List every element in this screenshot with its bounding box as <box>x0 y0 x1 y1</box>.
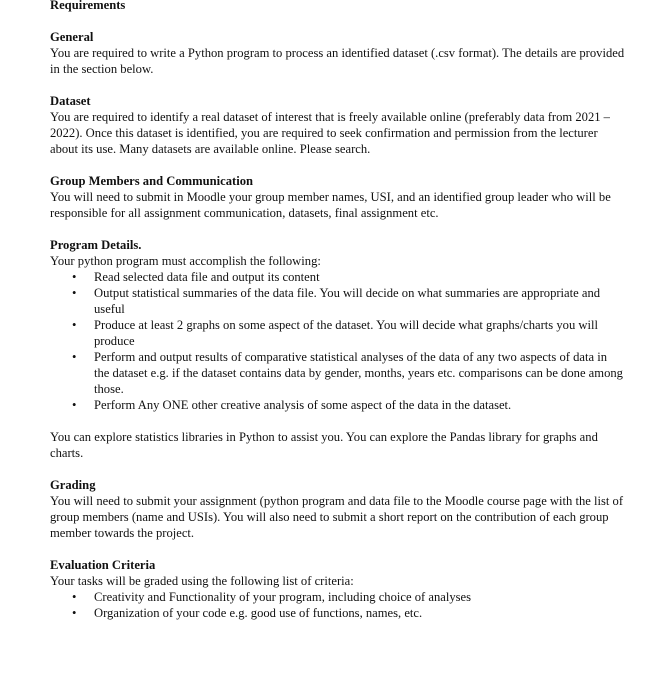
list-item-text: Produce at least 2 graphs on some aspect of the dataset. You will decide what graphs/charts you will produce <box>94 318 598 348</box>
evaluation-intro: Your tasks will be graded using the following list of criteria: <box>50 574 354 588</box>
group-body: You will need to submit in Moodle your group member names, USI, and an identified group leader who will be responsible for all assignment communication, datasets, final assignment etc. <box>50 190 611 220</box>
section-group <box>50 173 625 221</box>
document-title: Requirements <box>50 0 126 12</box>
list-item-text: Read selected data file and output its content <box>94 270 320 284</box>
evaluation-list <box>50 589 625 621</box>
bullet-icon: • <box>72 318 77 332</box>
bullet-icon: • <box>72 270 77 284</box>
evaluation-heading: Evaluation Criteria <box>50 558 156 572</box>
dataset-heading: Dataset <box>50 94 91 108</box>
bullet-icon: • <box>72 398 77 412</box>
list-item <box>50 269 625 285</box>
program-note: You can explore statistics libraries in Python to assist you. You can explore the Pandas library for graphs and charts. <box>50 430 598 460</box>
program-intro: Your python program must accomplish the following: <box>50 254 321 268</box>
section-program <box>50 237 625 461</box>
list-item <box>50 605 625 621</box>
list-item-text: Perform Any ONE other creative analysis of some aspect of the data in the dataset. <box>94 398 512 412</box>
program-list <box>50 269 625 413</box>
list-item <box>50 317 625 349</box>
list-item-text: Creativity and Functionality of your program, including choice of analyses <box>94 590 472 604</box>
group-heading: Group Members and Communication <box>50 174 254 188</box>
section-dataset <box>50 93 625 157</box>
section-general <box>50 29 625 77</box>
program-heading: Program Details. <box>50 238 142 252</box>
list-item <box>50 285 625 317</box>
dataset-body: You are required to identify a real dataset of interest that is freely available online (preferably data from 2021 – 2022). Once this dataset is identified, you are required to seek confirmation and permission from the lecturer about its use. Many datasets are available online. Please search. <box>50 110 610 156</box>
section-evaluation <box>50 557 625 621</box>
bullet-icon: • <box>72 350 77 364</box>
list-item <box>50 397 625 413</box>
grading-heading: Grading <box>50 478 96 492</box>
general-heading: General <box>50 30 94 44</box>
general-body: You are required to write a Python program to process an identified dataset (.csv format). The details are provided in the section below. <box>50 46 625 76</box>
list-item-text: Organization of your code e.g. good use of functions, names, etc. <box>94 606 423 620</box>
section-grading <box>50 477 625 541</box>
bullet-icon: • <box>72 286 77 300</box>
list-item-text: Output statistical summaries of the data file. You will decide on what summaries are appropriate and useful <box>94 286 601 316</box>
bullet-icon: • <box>72 590 77 604</box>
list-item-text: Perform and output results of comparative statistical analyses of the data of any two aspects of data in the dataset e.g. if the dataset contains data by gender, months, years etc. comparisons can be done among those. <box>94 350 623 396</box>
bullet-icon: • <box>72 606 77 620</box>
list-item <box>50 349 625 397</box>
grading-body: You will need to submit your assignment (python program and data file to the Moodle course page with the list of group members (name and USIs). You will also need to submit a short report on the contribution of each group member towards the project. <box>50 494 624 540</box>
document <box>50 0 625 621</box>
list-item <box>50 589 625 605</box>
